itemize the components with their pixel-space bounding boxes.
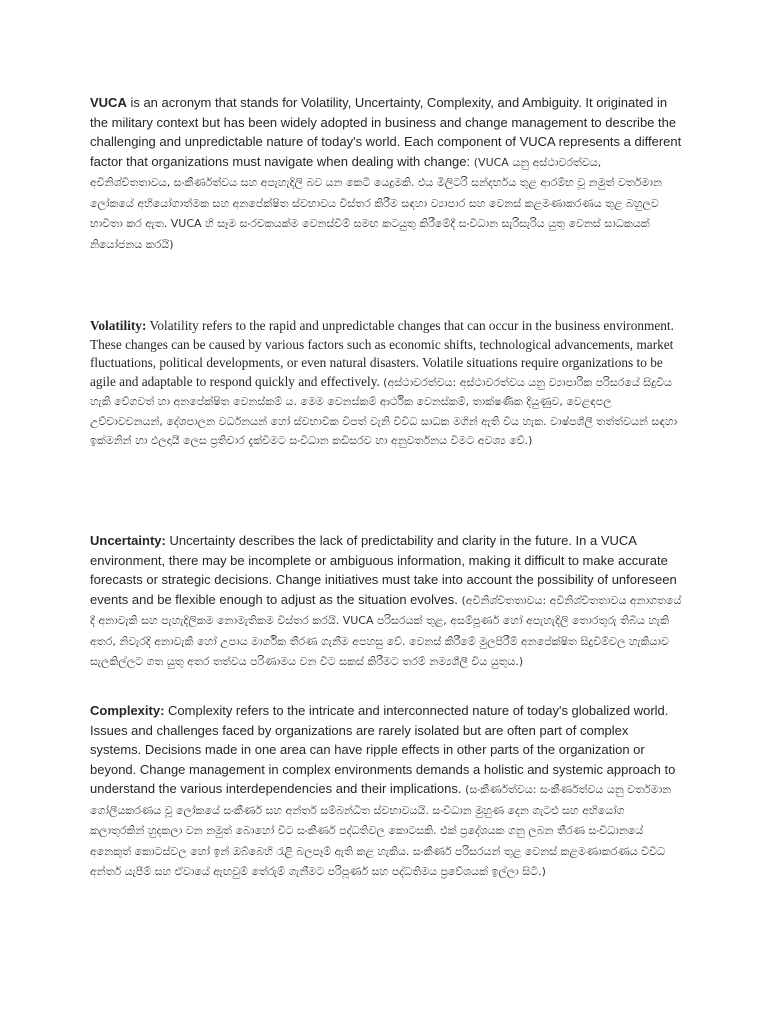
vuca-paragraph bbox=[90, 93, 682, 254]
uncertainty-paragraph bbox=[90, 531, 682, 672]
volatility-sinhala-text: (අස්ථාවරත්වය: අස්ථාවරත්වය යනු ව්‍යාපාරික පරිසරයේ සිදුවිය හැකි වේගවත් හා අනපේක්ෂිත වෙනස්කම් ය. මෙම වෙනස්කම් ආර්ථික වෙනස්කම්, තාක්ෂණික දියුණුව, වෙළඳපල උච්චාවචනයන්, දේශපාලන වර්ධනයන් හෝ ස්වභාවික විපත් වැනි විවිධ සාධක මගින් ඇති විය හැක. වාෂ්පශීලී තත්ත්වයන් සඳහා ඉක්මනින් හා ඵලදායී ලෙස ප්‍රතිචාර දැක්වීමට සංවිධාන කඩිසරව හා අනුවර්තනය වීමට අවශ්‍ය වේ.) bbox=[90, 375, 678, 447]
complexity-sinhala-text: (සංකීර්ණත්වය: සංකීර්ණත්වය යනු වර්තමාන ගෝලීයකරණය වූ ලෝකයේ සංකීර්ණ සහ අන්තර් සම්බන්ධිත ස්වභාවයයි. සංවිධාන මුහුණ දෙන ගැටළු සහ අභියෝග කලාතුරකින් හුදකලා වන නමුත් බොහෝ විට සංකීර්ණ පද්ධතිවල කොටසකි. එක් ප්‍රදේශයක ගනු ලබන තීරණ සංවිධානයේ අනෙකුත් කොටස්වල හෝ ඉන් ඔබ්බෙහි රැළි බලපෑම් ඇති කළ හැකිය. සංකීර්ණ පරිසරයන් තුළ වෙනස් කළමණාකරණය විවිධ අන්තර් යැපීම් සහ ඒවායේ ඇඟවුම් තේරුම් ගැනීමට පරිපූර්ණ සහ පද්ධතිමය ප්‍රවේශයක් ඉල්ලා සිටී.) bbox=[90, 783, 672, 878]
volatility-term: Volatility: bbox=[90, 318, 147, 333]
uncertainty-term: Uncertainty: bbox=[90, 533, 166, 548]
complexity-english-text: Complexity refers to the intricate and interconnected nature of today's globalized world. Issues and challenges faced by organizations are rarely isolated but are often part of complex systems. Decisions made in one area can have ripple effects in other parts of the organization or beyond. Change management in complex environments demands a holistic and systemic approach to understand the various interdependencies and their implications. bbox=[90, 703, 676, 796]
vuca-english-text: is an acronym that stands for Volatility, Uncertainty, Complexity, and Ambiguity. It originated in the military context but has been widely adopted in business and change management to describe the challenging and unpredictable nature of today's world. Each component of VUCA represents a different factor that organizations must navigate when dealing with change: bbox=[90, 95, 682, 169]
uncertainty-sinhala-text: (අවිනිශ්චිතතාවය: අවිනිශ්චිතතාවය අනාගතයේ දී අනාවැකි සහ පැහැදිලිකම නොමැතිකම විස්තර කරයි. VUCA පරිසරයක් තුළ, අසම්පූර්ණ හෝ අපැහැදිලි තොරතුරු තිබිය හැකි අතර, නිවැරදි අනාවැකි හෝ උපාය මාර්ගික තීරණ ගැනීම අපහසු වේ. වෙනස් කිරීමේ මුලපිරීම් අනපේක්ෂිත සිදුවීම්වල හැකියාව සැලකිල්ලට ගත යුතු අතර තත්වය පරිණාමය වන විට සකස් කිරීමට තරම් නම්‍යශීලී විය යුතුය.) bbox=[90, 593, 682, 668]
complexity-term: Complexity: bbox=[90, 703, 165, 718]
uncertainty-english-text: Uncertainty describes the lack of predictability and clarity in the future. In a VUCA environment, there may be incomplete or ambiguous information, making it difficult to make accurate forecasts or strategic decisions. Change initiatives must take into account the possibility of unforeseen events and be flexible enough to adjust as the situation evolves. bbox=[90, 533, 677, 607]
vuca-sinhala-text: (VUCA යනු අස්ථාවරත්වය, අවිනිශ්චිතතාවය, සංකීර්ණත්වය සහ අපැහැදිලි බව යන කෙටි යෙදුමකි. එය මිලිටරි සන්දර්භය තුළ ආරම්භ වූ නමුත් වර්තමාන ලෝකයේ අභියෝගාත්මක සහ අනපේක්ෂිත ස්වභාවය විස්තර කිරීම සඳහා ව්‍යාපාර සහ වෙනස් කළමණාකරණය තුළ බහුලව භාවිතා කර ඇත. VUCA හි සෑම සංරචකයක්ම වෙනස්වීම් සමඟ කටයුතු කිරීමේදී සංවිධාන සැරිසැරිය යුතු වෙනස් සාධකයක් නියෝජනය කරයි) bbox=[90, 155, 662, 251]
complexity-paragraph bbox=[90, 701, 682, 882]
vuca-term: VUCA bbox=[90, 95, 127, 110]
volatility-paragraph bbox=[90, 317, 682, 451]
volatility-english-text: Volatility refers to the rapid and unpredictable changes that can occur in the business environment. These changes can be caused by various factors such as economic shifts, technological advancements, market fluctuations, political developments, or even natural disasters. Volatile situations require organizations to be agile and adaptable to respond quickly and effectively. bbox=[90, 318, 674, 389]
